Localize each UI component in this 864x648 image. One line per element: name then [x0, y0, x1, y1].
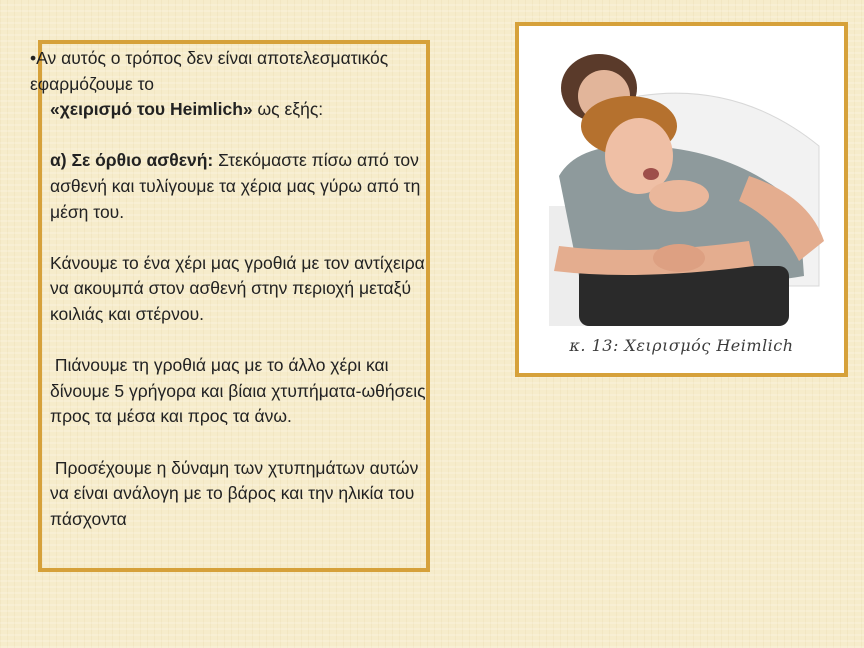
standing-patient-text: Στεκόμαστε πίσω από τον ασθενή και τυλίγουμε τα χέρια μας γύρω από τη μέση του.	[50, 150, 421, 222]
patient-pants	[579, 266, 789, 326]
standing-patient-heading: α) Σε όρθιο ασθενή:	[50, 150, 214, 171]
figure-caption: κ. 13: Χειρισμός Heimlich	[569, 336, 794, 355]
heimlich-illustration	[519, 26, 844, 373]
paragraph-thrusts: Πιάνουμε τη γροθιά μας με το άλλο χέρι και δίνουμε 5 γρήγορα και βίαια χτυπήματα-ωθήσεις προς τα μέσα και προς τα άνω.	[50, 355, 431, 427]
paragraph-fist: Κάνουμε το ένα χέρι μας γροθιά με τον αντίχειρα να ακουμπά στον ασθενή στην περιοχή μεταξύ κοιλιάς και στέρνου.	[50, 252, 425, 324]
text-body	[30, 46, 431, 532]
patient-hands	[649, 180, 709, 212]
intro-text: Αν αυτός ο τρόπος δεν είναι αποτελεσματικός εφαρμόζουμε το	[30, 48, 389, 94]
rescuer-fist	[653, 244, 705, 272]
figure-frame	[515, 22, 848, 377]
patient-mouth	[643, 168, 659, 180]
heimlich-term: «χειρισμό του Heimlich»	[50, 99, 253, 120]
intro-rest: ως εξής:	[252, 99, 324, 120]
paragraph-force: Προσέχουμε η δύναμη των χτυπημάτων αυτών να είναι ανάλογη με το βάρος και την ηλικία του πάσχοντα	[50, 457, 424, 529]
paragraph-intro-continued	[30, 97, 428, 123]
paragraph-standing-patient	[30, 148, 428, 225]
paragraph-intro	[30, 46, 428, 97]
bullet: •	[30, 48, 37, 68]
